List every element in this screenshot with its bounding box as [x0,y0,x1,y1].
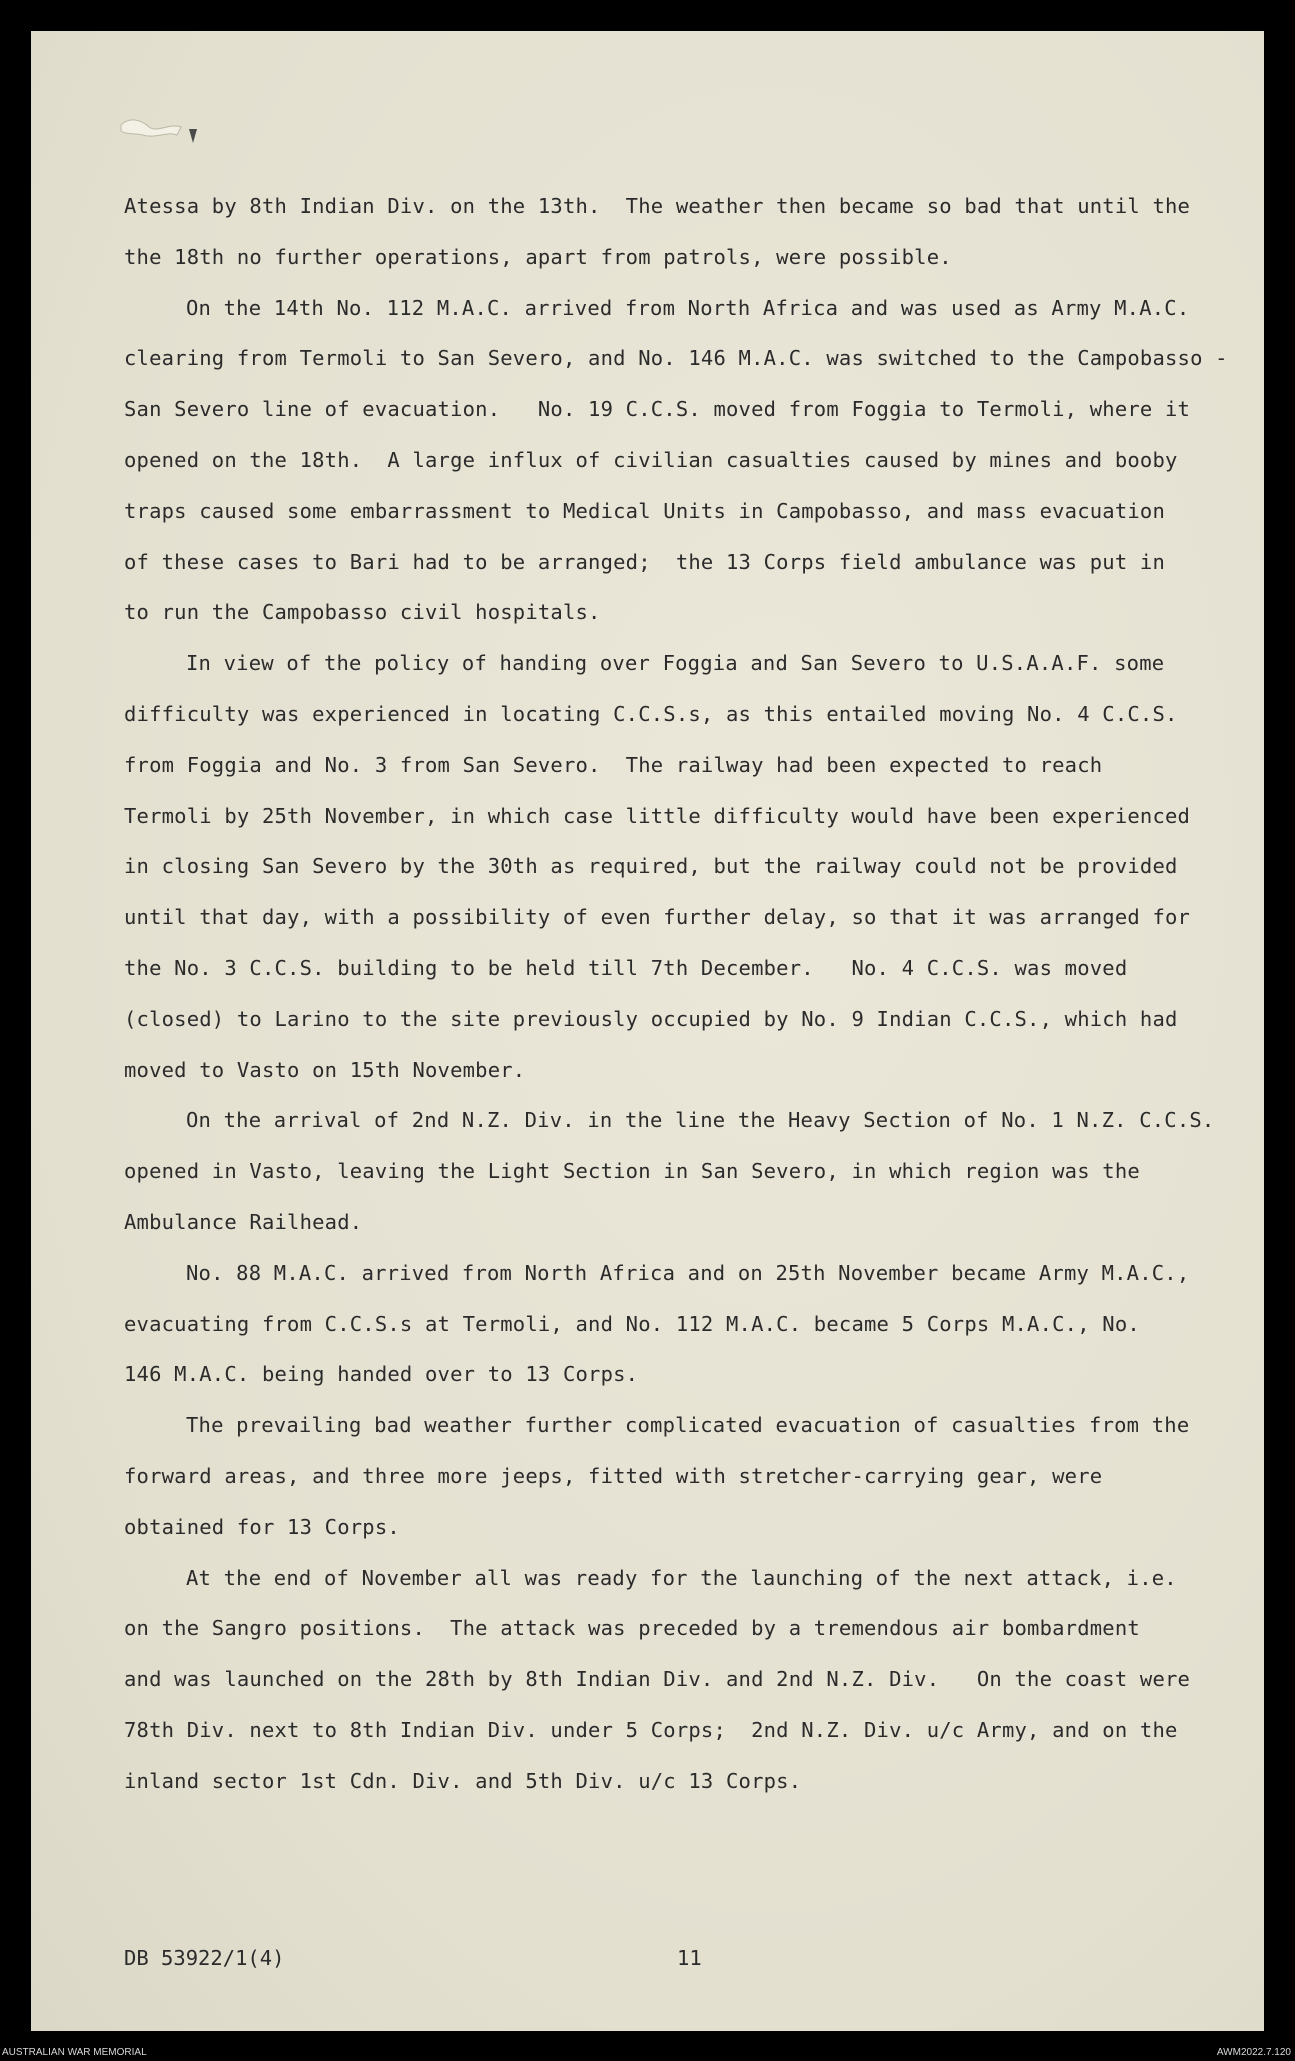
text-line: Termoli by 25th November, in which case little difficulty would have been experienced [124,803,1191,828]
text-line: traps caused some embarrassment to Medical Units in Campobasso, and mass evacuation [124,498,1165,523]
text-line: On the arrival of 2nd N.Z. Div. in the line the Heavy Section of No. 1 N.Z. C.C.S. [186,1108,1215,1133]
text-line: Ambulance Railhead. [124,1209,363,1234]
paragraph [124,1095,1244,1247]
text-line: evacuating from C.C.S.s at Termoli, and No. 112 M.A.C. became 5 Corps M.A.C., No. [124,1311,1140,1336]
text-line: the 18th no further operations, apart from patrols, were possible. [124,244,952,269]
text-line: moved to Vasto on 15th November. [124,1057,526,1082]
paragraph [124,1553,1244,1807]
text-line: In view of the policy of handing over Foggia and San Severo to U.S.A.A.F. some [186,651,1165,676]
text-line: At the end of November all was ready for the launching of the next attack, i.e. [186,1565,1177,1590]
archive-id: AWM2022.7.120 [1216,2047,1291,2058]
text-line: inland sector 1st Cdn. Div. and 5th Div. u/c 13 Corps. [124,1768,802,1793]
text-line: 146 M.A.C. being handed over to 13 Corps. [124,1362,639,1387]
paper-tear-mark [119,113,209,153]
text-line: No. 88 M.A.C. arrived from North Africa and on 25th November became Army M.A.C., [186,1260,1190,1285]
text-line: On the 14th No. 112 M.A.C. arrived from North Africa and was used as Army M.A.C. [186,295,1190,320]
text-line: from Foggia and No. 3 from San Severo. The railway had been expected to reach [124,752,1103,777]
text-line: (closed) to Larino to the site previously occupied by No. 9 Indian C.C.S., which had [124,1006,1178,1031]
text-line: the No. 3 C.C.S. building to be held till 7th December. No. 4 C.C.S. was moved [124,955,1128,980]
archive-caption: AUSTRALIAN WAR MEMORIAL [2,2047,147,2058]
document-body [124,181,1244,1807]
page-number: 11 [677,1946,702,1970]
text-line: opened in Vasto, leaving the Light Section in San Severo, in which region was the [124,1159,1140,1184]
text-line: forward areas, and three more jeeps, fitted with stretcher-carrying gear, were [124,1463,1103,1488]
text-line: until that day, with a possibility of even further delay, so that it was arranged for [124,905,1191,930]
paragraph [124,638,1244,1095]
text-line: to run the Campobasso civil hospitals. [124,600,601,625]
text-line: in closing San Severo by the 30th as required, but the railway could not be provided [124,854,1178,879]
text-line: 78th Div. next to 8th Indian Div. under 5 Corps; 2nd N.Z. Div. u/c Army, and on the [124,1717,1178,1742]
paragraph [124,1248,1244,1400]
document-reference: DB 53922/1(4) [124,1946,285,1970]
text-line: opened on the 18th. A large influx of civilian casualties caused by mines and booby [124,447,1178,472]
text-line: San Severo line of evacuation. No. 19 C.C.S. moved from Foggia to Termoli, where it [124,397,1191,422]
text-line: difficulty was experienced in locating C.C.S.s, as this entailed moving No. 4 C.C.S. [124,701,1178,726]
paragraph [124,283,1244,639]
text-line: and was launched on the 28th by 8th Indian Div. and 2nd N.Z. Div. On the coast were [124,1667,1191,1692]
text-line: Atessa by 8th Indian Div. on the 13th. The weather then became so bad that until the [124,194,1191,218]
paragraph [124,181,1244,283]
paragraph [124,1400,1244,1552]
document-page [31,31,1264,2031]
text-line: on the Sangro positions. The attack was preceded by a tremendous air bombardment [124,1616,1140,1641]
text-line: The prevailing bad weather further complicated evacuation of casualties from the [186,1413,1190,1438]
text-line: clearing from Termoli to San Severo, and No. 146 M.A.C. was switched to the Campobasso - [124,346,1228,371]
text-line: obtained for 13 Corps. [124,1514,400,1539]
text-line: of these cases to Bari had to be arranged; the 13 Corps field ambulance was put in [124,549,1165,574]
